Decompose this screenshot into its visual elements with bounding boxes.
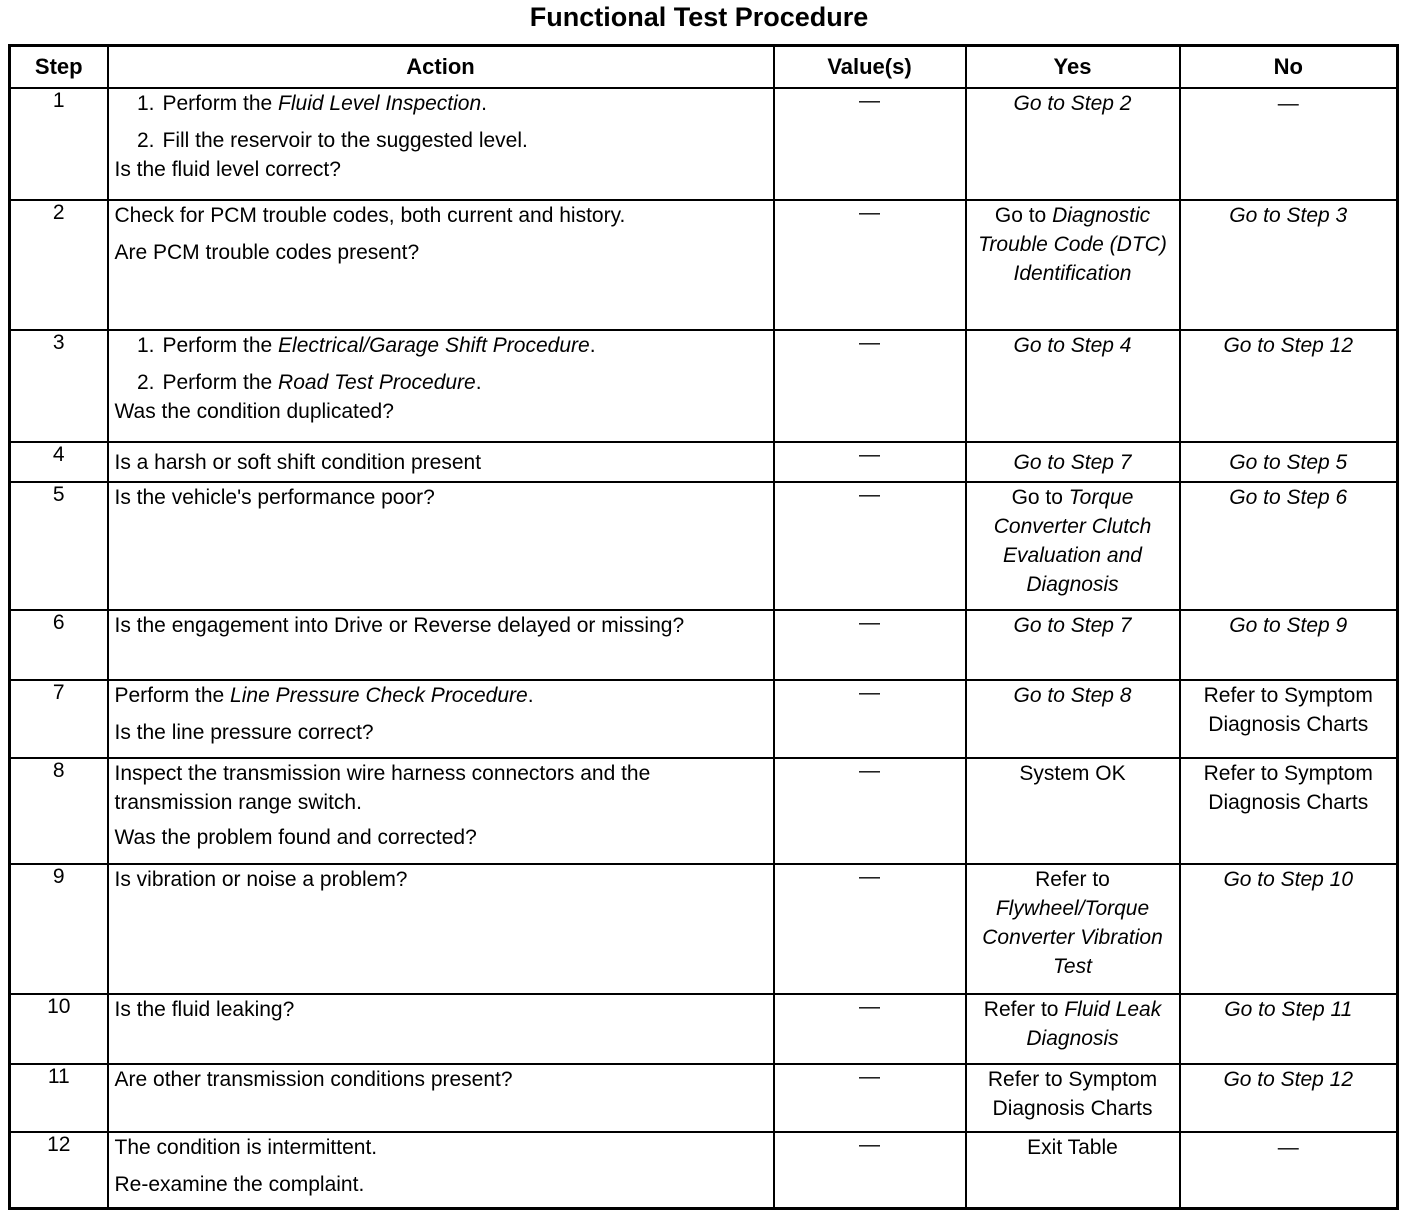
step-number: 10 — [10, 994, 108, 1064]
step-number: 6 — [10, 610, 108, 680]
question-text: Was the problem found and corrected? — [114, 826, 477, 849]
yes-cell: Exit Table — [966, 1132, 1180, 1208]
step-number: 4 — [10, 442, 108, 482]
no-cell: Refer to Symptom Diagnosis Charts — [1180, 680, 1398, 758]
no-cell: Go to Step 11 — [1180, 994, 1398, 1064]
no-cell: Go to Step 12 — [1180, 330, 1398, 442]
no-cell: Go to Step 12 — [1180, 1064, 1398, 1132]
step-number: 8 — [10, 758, 108, 864]
header-values: Value(s) — [774, 46, 966, 89]
header-action: Action — [108, 46, 774, 89]
action-text: The condition is intermittent. — [114, 1136, 378, 1159]
list-item: 2. Fill the reservoir to the suggested level. — [136, 129, 528, 152]
no-cell: Go to Step 6 — [1180, 482, 1398, 610]
list-item: 1. Perform the Electrical/Garage Shift Procedure. — [136, 334, 596, 357]
action-cell: Is the fluid leaking? — [108, 994, 774, 1064]
header-row — [10, 46, 1398, 89]
value-cell: — — [774, 1132, 966, 1208]
value-cell: — — [774, 330, 966, 442]
no-cell: — — [1180, 1132, 1398, 1208]
list-item: 1. Perform the Fluid Level Inspection. — [136, 92, 488, 115]
step-number: 9 — [10, 864, 108, 994]
action-cell: Are other transmission conditions present? — [108, 1064, 774, 1132]
yes-cell: Go to Step 7 — [966, 610, 1180, 680]
header-step: Step — [10, 46, 108, 89]
header-yes: Yes — [966, 46, 1180, 89]
value-cell: — — [774, 1064, 966, 1132]
action-text: Inspect the transmission wire harness connectors and the transmission range switch. — [114, 762, 651, 814]
action-text: Check for PCM trouble codes, both current and history. — [114, 204, 626, 227]
yes-cell: Refer to Flywheel/Torque Converter Vibration Test — [966, 864, 1180, 994]
step-number: 7 — [10, 680, 108, 758]
value-cell: — — [774, 758, 966, 864]
table-row-step-8 — [10, 758, 1398, 864]
procedure-table — [8, 44, 1399, 1210]
yes-cell: Refer to Fluid Leak Diagnosis — [966, 994, 1180, 1064]
table-row-step-12 — [10, 1132, 1398, 1208]
yes-cell: System OK — [966, 758, 1180, 864]
yes-cell: Go to Torque Converter Clutch Evaluation and Diagnosis — [966, 482, 1180, 610]
table-row-step-10 — [10, 994, 1398, 1064]
table-row-step-6 — [10, 610, 1398, 680]
action-cell — [108, 758, 774, 864]
table-row-step-1 — [10, 88, 1398, 200]
value-cell: — — [774, 442, 966, 482]
value-cell: — — [774, 88, 966, 200]
table-row-step-11 — [10, 1064, 1398, 1132]
list-item: 2. Perform the Road Test Procedure. — [136, 371, 482, 394]
yes-cell: Go to Step 7 — [966, 442, 1180, 482]
question-text: Is the line pressure correct? — [114, 721, 374, 744]
yes-cell: Go to Step 8 — [966, 680, 1180, 758]
action-cell — [108, 680, 774, 758]
value-cell: — — [774, 680, 966, 758]
table-row-step-7 — [10, 680, 1398, 758]
value-cell: — — [774, 200, 966, 330]
table-row-step-4 — [10, 442, 1398, 482]
action-cell: Is vibration or noise a problem? — [108, 864, 774, 994]
no-cell: Go to Step 9 — [1180, 610, 1398, 680]
table-row-step-9 — [10, 864, 1398, 994]
action-cell: Is the engagement into Drive or Reverse delayed or missing? — [108, 610, 774, 680]
action-cell — [108, 88, 774, 200]
no-cell: Go to Step 3 — [1180, 200, 1398, 330]
yes-cell: Go to Step 4 — [966, 330, 1180, 442]
page-title: Functional Test Procedure — [529, 2, 869, 32]
action-text: Perform the Line Pressure Check Procedure. — [114, 684, 534, 707]
question-text: Is the fluid level correct? — [114, 158, 341, 181]
header-no: No — [1180, 46, 1398, 89]
action-cell — [108, 200, 774, 330]
action-cell — [108, 330, 774, 442]
no-cell: Go to Step 10 — [1180, 864, 1398, 994]
table-row-step-3 — [10, 330, 1398, 442]
question-text: Are PCM trouble codes present? — [114, 241, 420, 264]
yes-cell: Go to Step 2 — [966, 88, 1180, 200]
action-cell — [108, 1132, 774, 1208]
step-number: 2 — [10, 200, 108, 330]
step-number: 3 — [10, 330, 108, 442]
action-text: Re-examine the complaint. — [114, 1173, 365, 1196]
table-row-step-2 — [10, 200, 1398, 330]
no-cell: Refer to Symptom Diagnosis Charts — [1180, 758, 1398, 864]
yes-cell: Refer to Symptom Diagnosis Charts — [966, 1064, 1180, 1132]
action-cell: Is the vehicle's performance poor? — [108, 482, 774, 610]
question-text: Was the condition duplicated? — [114, 400, 394, 423]
no-cell: — — [1180, 88, 1398, 200]
yes-cell: Go to Diagnostic Trouble Code (DTC) Identification — [966, 200, 1180, 330]
value-cell: — — [774, 994, 966, 1064]
action-cell: Is a harsh or soft shift condition present — [108, 442, 774, 482]
no-cell: Go to Step 5 — [1180, 442, 1398, 482]
value-cell: — — [774, 482, 966, 610]
step-number: 11 — [10, 1064, 108, 1132]
table-row-step-5 — [10, 482, 1398, 610]
step-number: 12 — [10, 1132, 108, 1208]
step-number: 5 — [10, 482, 108, 610]
value-cell: — — [774, 610, 966, 680]
step-number: 1 — [10, 88, 108, 200]
value-cell: — — [774, 864, 966, 994]
